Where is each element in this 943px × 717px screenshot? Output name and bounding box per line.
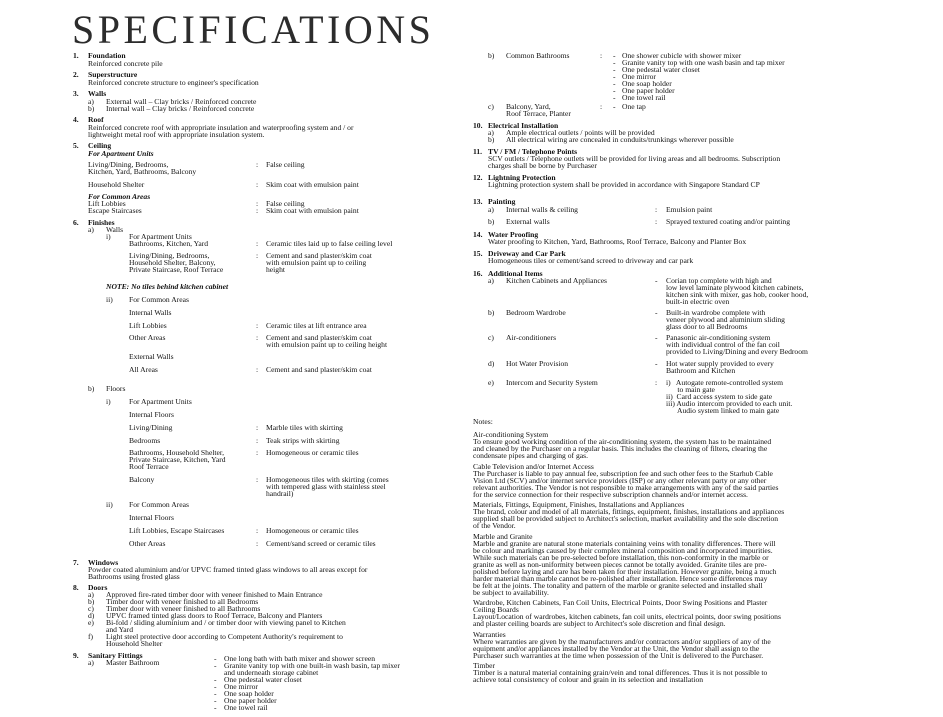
dash: - — [214, 654, 217, 663]
note-text: condensate pipes and charging of gas. — [473, 451, 588, 460]
section-number: 13. — [473, 197, 483, 206]
section-number: 14. — [473, 230, 483, 239]
list-item: One tap — [622, 102, 646, 111]
section-text: Reinforced concrete pile — [88, 59, 163, 68]
section-number: 15. — [473, 249, 483, 258]
notes-heading: Notes: — [473, 417, 493, 426]
colon: : — [655, 378, 658, 387]
row-label: Lift Lobbies, Escape Staircases — [129, 526, 225, 535]
section-number: 10. — [473, 121, 483, 130]
row-label: Household Shelter — [88, 180, 145, 189]
dash: - — [655, 359, 658, 368]
note: NOTE: No tiles behind kitchen cabinet — [106, 282, 229, 291]
row-value: to main gate — [666, 385, 715, 394]
dash: - — [613, 102, 616, 111]
dash: - — [613, 86, 616, 95]
row-value: kitchen sink with mixer, gas hob, cooker hood, — [666, 290, 809, 299]
item-text: Light steel protective door according to Competent Authority's requirement to — [106, 632, 343, 641]
row-value: Audio system linked to main gate — [666, 406, 780, 415]
item-text: Common Bathrooms — [506, 51, 570, 60]
dash: - — [655, 308, 658, 317]
dash: - — [214, 696, 217, 705]
list-item: One soap holder — [224, 689, 274, 698]
item-text: Kitchen Cabinets and Appliances — [506, 276, 608, 285]
note-text: harder material than marble cannot be re-polished after installation. Hence some differences may — [473, 574, 768, 583]
section-text: charges shall be borne by Purchaser — [488, 161, 597, 170]
subheading: For Common Areas — [88, 192, 151, 201]
list-item: One pedestal water closet — [224, 675, 302, 684]
colon: : — [600, 51, 603, 60]
row-value: Cement/sand screed or ceramic tiles — [266, 539, 376, 548]
section-heading: Foundation — [88, 51, 126, 60]
section-number: 16. — [473, 269, 483, 278]
note-heading: Wardrobe, Kitchen Cabinets, Fan Coil Units, Electrical Points, Door Swing Positions and Plaster — [473, 598, 768, 607]
dash: - — [655, 276, 658, 285]
row-label: Private Staircase, Roof Terrace — [129, 265, 224, 274]
item-key: ii) — [106, 500, 113, 509]
item-key: ii) — [106, 295, 113, 304]
section-heading: Finishes — [88, 218, 115, 227]
row-label: Kitchen, Yard, Bathrooms, Balcony — [88, 167, 197, 176]
item-key: i) — [106, 397, 111, 406]
item-key: b) — [488, 217, 495, 226]
item-key: a) — [488, 128, 494, 137]
section-heading: Doors — [88, 583, 108, 592]
colon: : — [256, 436, 259, 445]
list-item: and underneath storage cabinet — [224, 668, 319, 677]
section-heading: Water Proofing — [488, 230, 539, 239]
row-value: Sprayed textured coating and/or painting — [666, 217, 790, 226]
row-value: with emulsion paint up to ceiling — [266, 258, 367, 267]
section-number: 1. — [73, 51, 79, 60]
list-item: Granite vanity top with one wash basin and tap mixer — [622, 58, 785, 67]
item-key: a) — [488, 205, 494, 214]
row-value: Hot water supply provided to every — [666, 359, 774, 368]
item-text: External wall – Clay bricks / Reinforced concrete — [106, 97, 257, 106]
list-item: One shower cubicle with shower mixer — [622, 51, 742, 60]
note-heading: Air-conditioning System — [473, 430, 549, 439]
item-text: Bi-fold / sliding aluminium and / or timber door with viewing panel to Kitchen — [106, 618, 346, 627]
row-value: with individual control of the fan coil — [666, 340, 780, 349]
dash: - — [613, 58, 616, 67]
section-number: 11. — [473, 147, 483, 156]
note-text: granite as well as non-uniformity between pieces cannot be totally avoided. Granite tiles are pre- — [473, 560, 767, 569]
colon: : — [256, 160, 259, 169]
row-value: Marble tiles with skirting — [266, 423, 343, 432]
item-key: e) — [488, 378, 494, 387]
section-number: 2. — [73, 70, 79, 79]
list-item: One towel rail — [622, 93, 666, 102]
row-label: Other Areas — [129, 333, 166, 342]
row-label: Escape Staircases — [88, 206, 142, 215]
item-text: Air-conditioners — [506, 333, 557, 342]
section-heading: Windows — [88, 558, 119, 567]
colon: : — [655, 217, 658, 226]
section-text: Reinforced concrete structure to engineer's specification — [88, 78, 259, 87]
note-heading: Cable Television and/or Internet Access — [473, 462, 594, 471]
section-number: 8. — [73, 583, 79, 592]
colon: : — [256, 199, 259, 208]
list-item: One soap holder — [622, 79, 672, 88]
subheading: For Apartment Units — [88, 149, 154, 158]
item-key: c) — [88, 604, 94, 613]
note-text: Vision Ltd (SCV) and/or internet service providers (ISP) or any other relevant party or any other — [473, 476, 767, 485]
row-value: Skim coat with emulsion paint — [266, 206, 359, 215]
row-label: Bathrooms, Household Shelter, — [129, 448, 225, 457]
item-key: b) — [88, 384, 95, 393]
section-text: lightweight metal roof with appropriate insulation system. — [88, 130, 265, 139]
row-value: Emulsion paint — [666, 205, 713, 214]
note-text: be colour and markings caused by their complex mineral composition and incorporated impurities. — [473, 546, 773, 555]
item-text: and Yard — [106, 625, 133, 634]
row-label: Household Shelter, Balcony, — [129, 258, 216, 267]
row-value: with tempered glass with stainless steel — [266, 482, 386, 491]
row-label: Roof Terrace — [129, 462, 169, 471]
row-value: height — [266, 265, 285, 274]
dash: - — [214, 689, 217, 698]
subheading: For Common Areas — [129, 295, 189, 304]
note-heading: Marble and Granite — [473, 532, 533, 541]
row-value: low level laminate plywood kitchen cabinets, — [666, 283, 804, 292]
dash: - — [613, 65, 616, 74]
list-item: One long bath with bath mixer and shower screen — [224, 654, 375, 663]
colon: : — [256, 539, 259, 548]
section-text: Homogeneous tiles or cement/sand screed to driveway and car park — [488, 256, 694, 265]
dash: - — [214, 675, 217, 684]
section-heading: Additional Items — [488, 269, 543, 278]
list-item: One paper holder — [622, 86, 675, 95]
row-label: Living/Dining, Bedrooms, — [88, 160, 169, 169]
item-key: c) — [488, 333, 494, 342]
list-item: Granite vanity top with one built-in wash basin, tap mixer — [224, 661, 400, 670]
item-text: Bedroom Wardrobe — [506, 308, 566, 317]
row-label: Bathrooms, Kitchen, Yard — [129, 239, 209, 248]
dash: - — [214, 682, 217, 691]
item-text: Roof Terrace, Planter — [506, 109, 571, 118]
section-heading: Electrical Installation — [488, 121, 559, 130]
row-value: Cement and sand plaster/skim coat — [266, 365, 372, 374]
section-text: Powder coated aluminium and/or UPVC framed tinted glass windows to all areas except for — [88, 565, 368, 574]
row-value: built-in electric oven — [666, 297, 730, 306]
note-heading: Warranties — [473, 630, 506, 639]
list-item: One pedestal water closet — [622, 65, 700, 74]
list-item: One towel rail — [224, 703, 268, 712]
item-text: Floors — [106, 384, 126, 393]
item-text: External walls — [506, 217, 550, 226]
subheading: Internal Floors — [129, 513, 174, 522]
row-label: Balcony — [129, 475, 155, 484]
note-text: relevant authorities. The Vendor is not responsible to make arrangements with any of the said parties — [473, 483, 779, 492]
note-text: be subject to availability. — [473, 588, 549, 597]
row-value: Teak strips with skirting — [266, 436, 340, 445]
subheading: Internal Floors — [129, 410, 174, 419]
colon: : — [256, 206, 259, 215]
row-value: Cement and sand plaster/skim coat — [266, 251, 372, 260]
item-text: Approved fire-rated timber door with veneer finished to Main Entrance — [106, 590, 323, 599]
row-label: Lift Lobbies — [129, 321, 167, 330]
item-text: Master Bathroom — [106, 658, 160, 667]
item-key: b) — [88, 104, 95, 113]
section-text: Reinforced concrete roof with appropriate insulation and waterproofing system and / or — [88, 123, 354, 132]
subheading: For Common Areas — [129, 500, 189, 509]
note-text: be felt at the joints. The tonality and pattern of the marble or granite selected and installed shall — [473, 581, 763, 590]
note-text: Marble and granite are natural stone materials containing veins with tonality differences. There will — [473, 539, 776, 548]
list-item: One mirror — [224, 682, 258, 691]
section-heading: Roof — [88, 115, 104, 124]
section-heading: Walls — [88, 89, 107, 98]
row-label: All Areas — [129, 365, 158, 374]
section-heading: Painting — [488, 197, 516, 206]
item-text: UPVC framed tinted glass doors to Roof Terrace, Balcony and Planters — [106, 611, 323, 620]
section-number: 5. — [73, 141, 79, 150]
section-heading: Sanitary Fittings — [88, 651, 143, 660]
note-text: While such materials can be pre-selected before installation, this non-conformity in the marble or — [473, 553, 769, 562]
dash: - — [655, 333, 658, 342]
section-number: 6. — [73, 218, 79, 227]
colon: : — [256, 239, 259, 248]
subheading: External Walls — [129, 352, 174, 361]
item-key: d) — [488, 359, 495, 368]
row-value: False ceiling — [266, 160, 305, 169]
section-text: Water proofing to Kitchen, Yard, Bathrooms, Roof Terrace, Balcony and Planter Box — [488, 237, 747, 246]
dash: - — [613, 51, 616, 60]
colon: : — [256, 333, 259, 342]
section-heading: Driveway and Car Park — [488, 249, 566, 258]
section-number: 3. — [73, 89, 79, 98]
row-value: Homogeneous tiles with skirting (comes — [266, 475, 389, 484]
note-text: achieve total consistency of colour and grain in its selection and installation — [473, 675, 704, 684]
row-value: Bathroom and Kitchen — [666, 366, 736, 375]
section-number: 7. — [73, 558, 79, 567]
section-number: 12. — [473, 173, 483, 182]
section-text: SCV outlets / Telephone outlets will be provided for living areas and all bedrooms. Subscription — [488, 154, 781, 163]
row-value: i) Autogate remote-controlled system — [666, 378, 784, 387]
row-label: Lift Lobbies — [88, 199, 126, 208]
section-heading: TV / FM / Telephone Points — [488, 147, 578, 156]
item-key: i) — [106, 232, 111, 241]
item-key: c) — [488, 102, 494, 111]
item-text: Ample electrical outlets / points will be provided — [506, 128, 655, 137]
subheading: For Apartment Units — [129, 232, 192, 241]
note-text: supplied shall be provided subject to Architect's selection, market availability and the sole discretion — [473, 514, 779, 523]
item-text: Hot Water Provision — [506, 359, 569, 368]
item-text: All electrical wiring are concealed in conduits/trunkings wherever possible — [506, 135, 734, 144]
row-value: Homogeneous or ceramic tiles — [266, 448, 359, 457]
colon: : — [256, 365, 259, 374]
note-text: To ensure good working condition of the air-conditioning system, the system has to be maintained — [473, 437, 772, 446]
row-value: iii) Audio intercom provided to each unit. — [666, 399, 793, 408]
dash: - — [613, 72, 616, 81]
item-key: f) — [88, 632, 94, 641]
dash: - — [613, 93, 616, 102]
row-label: Bedrooms — [129, 436, 161, 445]
item-text: Timber door with veneer finished to all Bathrooms — [106, 604, 261, 613]
section-number: 9. — [73, 651, 79, 660]
row-label: Private Staircase, Kitchen, Yard — [129, 455, 226, 464]
item-text: Walls — [106, 225, 124, 234]
item-key: d) — [88, 611, 95, 620]
row-label: Living/Dining, Bedrooms, — [129, 251, 210, 260]
item-text: Balcony, Yard, — [506, 102, 551, 111]
subheading: Internal Walls — [129, 308, 172, 317]
row-value: handrail) — [266, 489, 294, 498]
item-text: Internal walls & ceiling — [506, 205, 578, 214]
section-text: Bathrooms using frosted glass — [88, 572, 180, 581]
note-text: and plaster ceiling boards are subject to Architect's sole discretion and final design. — [473, 619, 726, 628]
section-heading: Ceiling — [88, 141, 112, 150]
item-key: a) — [88, 97, 94, 106]
row-value: Corian top complete with high and — [666, 276, 772, 285]
subheading: For Apartment Units — [129, 397, 192, 406]
note-text: Purchaser such warranties at the time when possession of the Unit is delivered to the Purchaser. — [473, 651, 764, 660]
colon: : — [256, 475, 259, 484]
item-key: a) — [88, 225, 94, 234]
note-text: Layout/Location of wardrobes, kitchen cabinets, fan coil units, electrical points, door swing positions — [473, 612, 781, 621]
note-heading: Timber — [473, 661, 496, 670]
colon: : — [256, 180, 259, 189]
row-value: Panasonic air-conditioning system — [666, 333, 771, 342]
item-key: b) — [488, 135, 495, 144]
row-value: False ceiling — [266, 199, 305, 208]
item-key: b) — [488, 51, 495, 60]
row-value: Cement and sand plaster/skim coat — [266, 333, 372, 342]
item-key: b) — [88, 597, 95, 606]
colon: : — [256, 321, 259, 330]
colon: : — [256, 251, 259, 260]
note-heading: Ceiling Boards — [473, 605, 519, 614]
colon: : — [600, 102, 603, 111]
row-label: Living/Dining — [129, 423, 173, 432]
item-key: b) — [488, 308, 495, 317]
section-text: Lightning protection system shall be provided in accordance with Singapore Standard CP — [488, 180, 760, 189]
note-text: polished before laying and care has been taken for their installation. However granite, being a much — [473, 567, 777, 576]
row-value: veneer plywood and aluminium sliding — [666, 315, 785, 324]
row-value: provided to Living/Dining and every Bedroom — [666, 347, 808, 356]
section-heading: Lightning Protection — [488, 173, 556, 182]
item-text: Intercom and Security System — [506, 378, 598, 387]
page-title: SPECIFICATIONS — [72, 7, 435, 52]
colon: : — [655, 205, 658, 214]
note-text: of the Vendor. — [473, 521, 516, 530]
row-value: with emulsion paint up to ceiling height — [266, 340, 388, 349]
item-key: a) — [88, 658, 94, 667]
row-value: Skim coat with emulsion paint — [266, 180, 359, 189]
note-heading: Materials, Fittings, Equipment, Finishes, Installations and Appliances — [473, 500, 685, 509]
note-text: Where warranties are given by the manufacturers and/or contractors and/or suppliers of any of the — [473, 637, 771, 646]
row-value: glass door to all Bedrooms — [666, 322, 748, 331]
section-heading: Superstructure — [88, 70, 138, 79]
list-item: One mirror — [622, 72, 656, 81]
colon: : — [256, 526, 259, 535]
item-key: e) — [88, 618, 94, 627]
item-text: Household Shelter — [106, 639, 163, 648]
row-value: Ceramic tiles at lift entrance area — [266, 321, 367, 330]
list-item: One paper holder — [224, 696, 277, 705]
row-value: ii) Card access system to side gate — [666, 392, 773, 401]
dash: - — [613, 79, 616, 88]
section-number: 4. — [73, 115, 79, 124]
note-text: The brand, colour and model of all materials, fittings, equipment, finishes, installations and appliances — [473, 507, 785, 516]
dash: - — [214, 703, 217, 712]
item-text: Internal wall – Clay bricks / Reinforced concrete — [106, 104, 255, 113]
note-text: and cleaned by the Purchaser on a regular basis. This includes the cleaning of filters, clearing the — [473, 444, 768, 453]
row-value: Built-in wardrobe complete with — [666, 308, 766, 317]
row-value: Homogeneous or ceramic tiles — [266, 526, 359, 535]
row-label: Other Areas — [129, 539, 166, 548]
note-text: equipment and/or appliances installed by the Vendor at the Unit, the Vendor shall assign to the — [473, 644, 760, 653]
dash: - — [214, 661, 217, 670]
colon: : — [256, 423, 259, 432]
note-text: for the service connection for their respective subscription channels and/or internet access. — [473, 490, 748, 499]
item-key: a) — [488, 276, 494, 285]
note-text: Timber is a natural material containing grain/vein and tonal differences. Thus it is not possible to — [473, 668, 768, 677]
note-text: The Purchaser is liable to pay annual fee, subscription fee and such other fees to the Starhub Cable — [473, 469, 773, 478]
item-key: a) — [88, 590, 94, 599]
row-value: Ceramic tiles laid up to false ceiling level — [266, 239, 393, 248]
item-text: Timber door with veneer finished to all Bedrooms — [106, 597, 259, 606]
colon: : — [256, 448, 259, 457]
